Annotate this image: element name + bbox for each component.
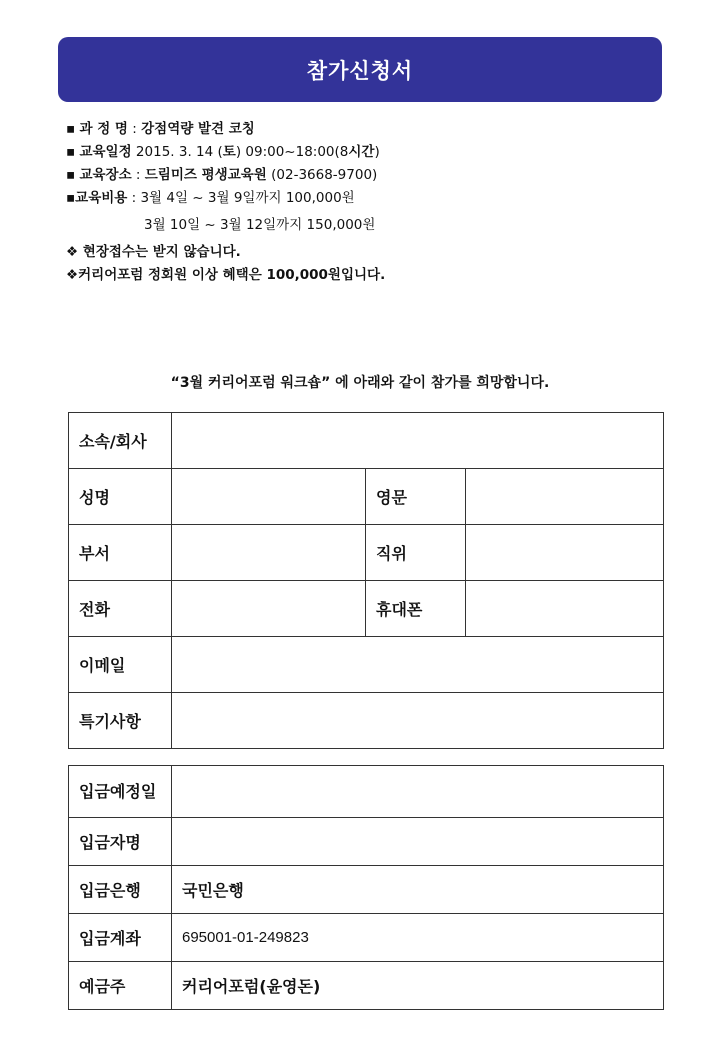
note-text-2: 커리어포럼 정회원 이상 혜택은 100,000원입니다. [78,267,386,283]
fee-value-1: 3월 4일 ~ 3월 9일까지 100,000원 [140,190,355,206]
remarks-label: 특기사항 [69,693,172,749]
deposit-date-label: 입금예정일 [69,766,172,818]
position-label: 직위 [366,525,466,581]
schedule-hours-unit: 시간 [348,144,375,160]
separator: : [131,167,145,183]
venue-value: 드림미즈 평생교육원 [144,167,267,183]
department-field[interactable] [172,525,366,581]
table-row [69,818,664,866]
remarks-field[interactable] [172,693,664,749]
venue-label: 교육장소 [79,167,132,183]
venue-phone: (02-3668-9700) [266,167,378,183]
diamond-bullet-icon: ❖ [66,244,79,260]
bullet-icon: ▪ [66,121,76,137]
affiliation-label: 소속/회사 [69,413,172,469]
phone-label: 전화 [69,581,172,637]
schedule-time: ) 09:00~18:00(8 [235,144,349,160]
note-line-1 [66,241,385,264]
table-row [69,866,664,914]
deposit-date-field[interactable] [172,766,664,818]
course-info [66,118,385,287]
bank-value: 국민은행 [172,866,664,914]
schedule-day: 토 [222,144,236,160]
name-label: 성명 [69,469,172,525]
note-text-1: 현장접수는 받지 않습니다. [78,244,241,260]
position-field[interactable] [466,525,664,581]
account-holder-label: 예금주 [69,962,172,1010]
email-label: 이메일 [69,637,172,693]
schedule-date: 2015. 3. 14 ( [135,144,223,160]
course-value: 강점역량 발견 코칭 [141,121,255,137]
fee-value-2: 3월 10일 ~ 3월 12일까지 150,000원 [144,217,376,233]
english-name-field[interactable] [466,469,664,525]
schedule-label: 교육일정 [79,144,132,160]
course-line [66,118,385,141]
separator: : [127,121,142,137]
bank-label: 입금은행 [69,866,172,914]
account-label: 입금계좌 [69,914,172,962]
mobile-field[interactable] [466,581,664,637]
table-row [69,766,664,818]
fee-label: 교육비용 [75,190,128,206]
bullet-icon: ▪ [66,167,76,183]
course-label: 과 정 명 [79,121,128,137]
page-title: 참가신청서 [306,58,414,83]
payer-name-label: 입금자명 [69,818,172,866]
account-value: 695001-01-249823 [172,914,664,962]
english-name-label: 영문 [366,469,466,525]
payer-name-field[interactable] [172,818,664,866]
table-row [69,962,664,1010]
bullet-icon: ▪ [66,144,76,160]
table-row [69,581,664,637]
account-holder-value: 커리어포럼(윤영돈) [172,962,664,1010]
table-row [69,914,664,962]
table-row [69,637,664,693]
mobile-label: 휴대폰 [366,581,466,637]
registration-table [68,412,664,749]
intro-sentence: “3월 커리어포럼 워크숍” 에 아래와 같이 참가를 희망합니다. [170,375,550,391]
title-banner [58,37,662,102]
table-row [69,469,664,525]
table-row [69,413,664,469]
affiliation-field[interactable] [172,413,664,469]
note-line-2 [66,264,385,287]
venue-line [66,164,385,187]
payment-table [68,765,664,1010]
name-field[interactable] [172,469,366,525]
email-field[interactable] [172,637,664,693]
schedule-line [66,141,385,164]
department-label: 부서 [69,525,172,581]
separator: : [127,190,141,206]
diamond-bullet-icon: ❖ [66,267,79,283]
schedule-close: ) [374,144,380,160]
bullet-icon: ▪ [66,190,76,206]
table-row [69,525,664,581]
phone-field[interactable] [172,581,366,637]
table-row [69,693,664,749]
fee-line-1 [66,187,385,210]
fee-line-2 [66,214,385,237]
